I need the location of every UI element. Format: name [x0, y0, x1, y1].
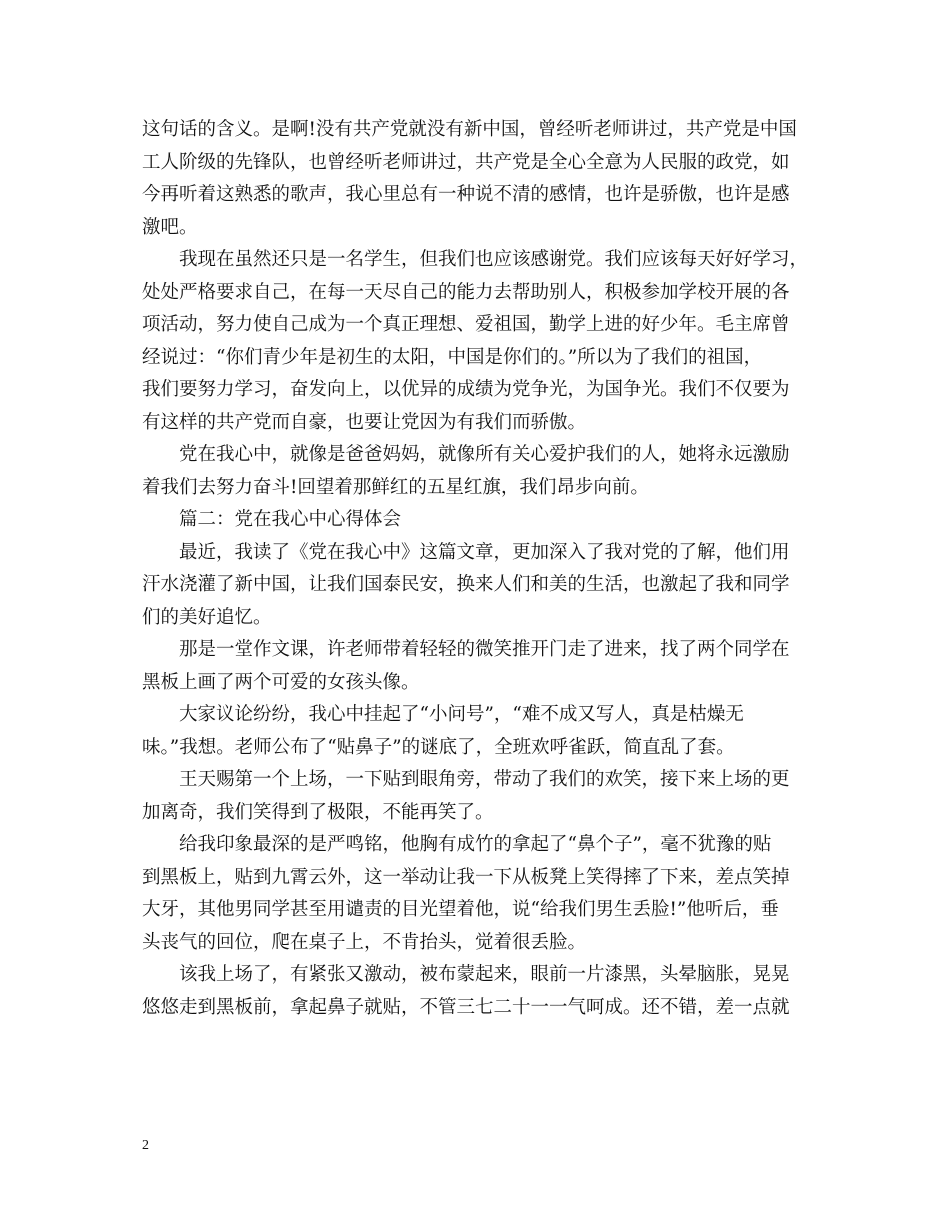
paragraph-p2	[142, 244, 812, 439]
text-line: 着我们去努力奋斗!回望着那鲜红的五星红旗，我们昂步向前。	[142, 476, 649, 498]
text-line: 加离奇，我们笑得到了极限，不能再笑了。	[142, 801, 494, 823]
text-line: 最近，我读了《党在我心中》这篇文章，更加深入了我对党的了解，他们用	[179, 541, 790, 563]
text-line: 党在我心中，就像是爸爸妈妈，就像所有关心爱护我们的人，她将永远激励	[179, 444, 790, 465]
text-line: 我现在虽然还只是一名学生，但我们也应该感谢党。我们应该每天好好学习，	[179, 249, 809, 270]
paragraph-p8	[142, 764, 812, 829]
paragraph-p7	[142, 699, 812, 764]
text-line: 篇二：党在我心中心得体会	[179, 509, 402, 530]
text-line: 有这样的共产党而自豪，也要让党因为有我们而骄傲。	[142, 411, 587, 433]
text-line: 那是一堂作文课，许老师带着轻轻的微笑推开门走了进来，找了两个同学在	[179, 639, 790, 660]
text-line: 头丧气的回位，爬在桌子上，不肯抬头，觉着很丢脸。	[142, 931, 587, 953]
text-line: 该我上场了，有紧张又激动，被布蒙起来，眼前一片漆黑，头晕脑胀，晃晃	[179, 964, 790, 985]
text-line: 王天赐第一个上场，一下贴到眼角旁，带动了我们的欢笑，接下来上场的更	[179, 769, 790, 790]
text-line: 们的美好追忆。	[142, 606, 272, 628]
paragraph-p10	[142, 959, 812, 1024]
text-line: 激吧。	[142, 216, 198, 238]
text-line: 给我印象最深的是严鸣铭，他胸有成竹的拿起了“鼻个子”，毫不犹豫的贴	[179, 834, 772, 855]
text-line: 汗水浇灌了新中国，让我们国泰民安，换来人们和美的生活，也激起了我和同学	[142, 574, 790, 595]
paragraph-p4	[142, 504, 812, 537]
text-line: 处处严格要求自己，在每一天尽自己的能力去帮助别人，积极参加学校开展的各	[142, 281, 790, 303]
text-line: 工人阶级的先锋队，也曾经听老师讲过，共产党是全心全意为人民服的政党，如	[142, 151, 790, 173]
paragraph-p9	[142, 829, 812, 959]
text-line: 项活动，努力使自己成为一个真正理想、爱祖国，勤学上进的好少年。毛主席曾	[142, 314, 790, 335]
text-line: 这句话的含义。是啊!没有共产党就没有新中国，曾经听老师讲过，共产党是中国	[142, 119, 797, 140]
text-line: 黑板上画了两个可爱的女孩头像。	[142, 671, 420, 693]
text-line: 味。”我想。老师公布了“贴鼻子”的谜底了，全班欢呼雀跃，简直乱了套。	[142, 736, 735, 758]
text-line: 悠悠走到黑板前，拿起鼻子就贴，不管三七二十一一气呵成。还不错，差一点就	[142, 996, 790, 1018]
paragraph-p6	[142, 634, 812, 699]
text-line: 大家议论纷纷，我心中挂起了“小问号”，“难不成又写人，真是枯燥无	[179, 704, 744, 725]
paragraph-p1	[142, 114, 812, 244]
text-line: 到黑板上，贴到九霄云外，这一举动让我一下从板凳上笑得摔了下来，差点笑掉	[142, 866, 790, 888]
text-line: 我们要努力学习，奋发向上，以优异的成绩为党争光，为国争光。我们不仅要为	[142, 379, 790, 400]
body-text	[142, 114, 812, 1024]
paragraph-p5	[142, 537, 812, 635]
text-line: 大牙，其他男同学甚至用谴责的目光望着他，说“给我们男生丢脸!”他听后，垂	[142, 899, 779, 920]
paragraph-p3	[142, 439, 812, 504]
text-line: 经说过：“你们青少年是初生的太阳，中国是你们的。”所以为了我们的祖国，	[142, 346, 763, 368]
page-number: 2	[142, 1138, 149, 1153]
text-line: 今再听着这熟悉的歌声，我心里总有一种说不清的感情，也许是骄傲，也许是感	[142, 184, 790, 205]
